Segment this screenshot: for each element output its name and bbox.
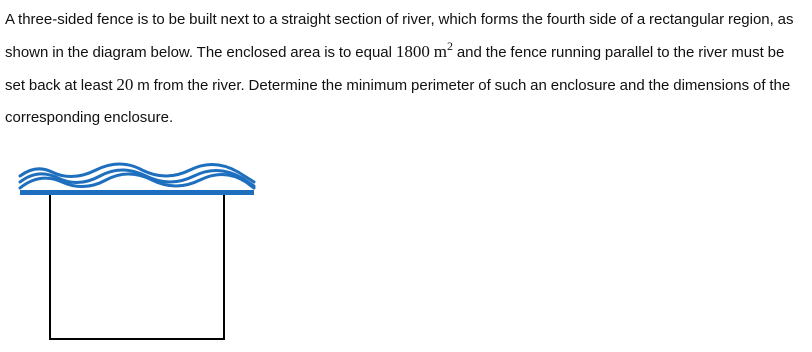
problem-statement	[5, 4, 805, 133]
enclosure-diagram	[0, 150, 280, 350]
distance-value: 20	[116, 75, 134, 94]
river-waves	[20, 164, 254, 188]
area-unit-exponent: 2	[446, 38, 453, 53]
problem-text-part1: A three-sided fence is to be built next to a straight section of river, which forms the fourth side of a rectangular region, as shown in the diagram below. The enclosed area is to equal	[5, 11, 794, 61]
area-value: 1800	[395, 41, 430, 61]
three-sided-fence	[50, 195, 224, 339]
river-bank	[20, 190, 254, 195]
problem-text-part2: and the fence running parallel to the river must be set back at least	[5, 43, 785, 94]
area-unit-base: m	[433, 41, 447, 61]
area-unit	[433, 38, 453, 61]
problem-text-part3: m from the river. Determine the minimum perimeter of such an enclosure and the dimensions of the corresponding enclosure.	[5, 77, 791, 126]
